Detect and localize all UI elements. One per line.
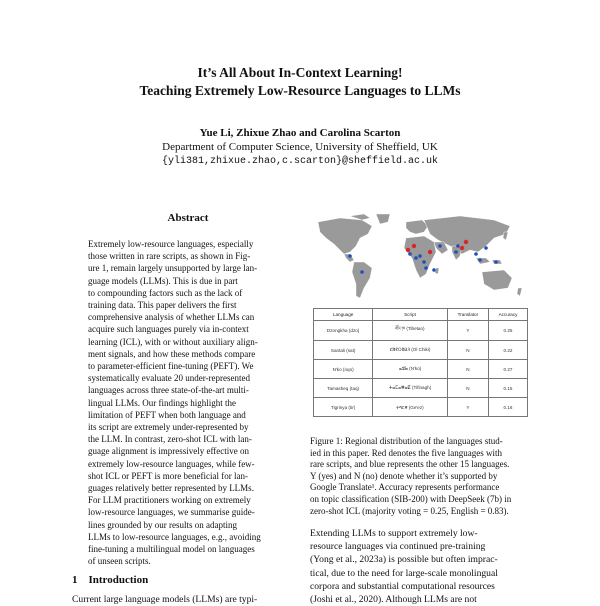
region-marker (418, 254, 422, 258)
region-marker (432, 268, 436, 272)
author-list: Yue Li, Zhixue Zhao and Carolina Scarton (199, 127, 401, 139)
region-marker (454, 250, 458, 254)
abstract-line: low-resource languages, we summarise guide- (88, 507, 255, 518)
caption-line: Y (yes) and N (no) denote whether it’s supported by (310, 470, 498, 481)
body-line: (Joshi et al., 2020). Although LLMs are not (310, 594, 477, 606)
cell-translator: N (447, 379, 488, 398)
affiliation: Department of Computer Science, University of Sheffield, UK (162, 141, 438, 153)
region-marker-ol-chiki (460, 246, 464, 250)
cell-accuracy: 0.25 (489, 321, 528, 341)
region-marker (360, 270, 364, 274)
region-marker-tibetan (464, 240, 468, 244)
body-line: tical, due to the need for large-scale monolingual (310, 567, 498, 579)
table-row (314, 398, 528, 417)
cell-language: Tamasheq (taq) (314, 379, 373, 398)
cell-translator: Y (447, 321, 488, 341)
table-row (314, 321, 528, 341)
world-map-figure (310, 212, 532, 304)
region-marker-nko (406, 248, 410, 252)
region-marker-tifinagh (412, 244, 416, 248)
abstract-line: ure 1, remain largely unsupported by large lan- (88, 263, 258, 274)
body-line: Extending LLMs to support extremely low- (310, 528, 478, 539)
abstract-line: Extremely low-resource languages, especially (88, 239, 254, 249)
cell-script: ትግርኛ (Ge'ez) (373, 398, 447, 417)
caption-line: zero-shot ICL (majority voting = 0.25, English = 0.83). (310, 505, 509, 516)
region-marker (474, 252, 478, 256)
caption-line: Figure 1: Regional distribution of the languages stud- (310, 436, 503, 446)
abstract-line: training data. This paper delivers the first (88, 300, 237, 311)
intro-body-right (310, 527, 528, 606)
abstract-line: LLMs to low-resource languages, e.g., avoiding (88, 531, 261, 542)
abstract-body (88, 238, 288, 567)
cell-translator: N (447, 341, 488, 360)
region-marker (414, 256, 418, 260)
figure-caption (310, 436, 528, 517)
table-header-row (314, 309, 528, 321)
table-header-translator: Translator (447, 309, 488, 321)
caption-line: Google Translate¹. Accuracy represents performance (310, 482, 500, 493)
author-emails: {yli381,zhixue.zhao,c.scarton}@sheffield.ac.uk (161, 156, 439, 167)
cell-accuracy: 0.22 (489, 341, 528, 360)
region-marker (484, 246, 488, 250)
cell-script: ᱥᱟᱱᱛᱟᱲᱤ (Ol Chiki) (373, 341, 447, 360)
section-number: 1 (72, 574, 78, 586)
paper-title (0, 64, 600, 100)
region-marker (456, 244, 460, 248)
region-marker (478, 258, 482, 262)
abstract-line: learning (ICL), with or without auxiliary align- (88, 336, 258, 347)
abstract-line: lingual LLMs. Our findings highlight the (88, 397, 236, 408)
cell-script: ཛོང་ཁ (Tibetan) (373, 321, 447, 341)
intro-first-line: Current large language models (LLMs) are typi- (72, 594, 258, 605)
abstract-line: limitation of PEFT when both language and (88, 409, 246, 420)
abstract-line: systematically evaluate 20 under-represented (88, 373, 250, 384)
section-heading-introduction (72, 574, 148, 586)
cell-script: ⵜⴰⵎⴰⵌⴰⵇ (Tifinagh) (373, 379, 447, 398)
cell-language: Tigrinya (tir) (314, 398, 373, 417)
cell-accuracy: 0.27 (489, 360, 528, 379)
abstract-line: acquire such languages purely via in-context (88, 324, 249, 335)
cell-language: Santali (sat) (314, 341, 373, 360)
region-marker (494, 260, 498, 264)
region-marker (422, 260, 426, 264)
body-line: corpora and substantial computational resources (310, 580, 495, 592)
region-marker-geez (428, 250, 432, 254)
table-header-accuracy: Accuracy (489, 309, 528, 321)
cell-script: ߒߞߏ (N'ko) (373, 360, 447, 379)
abstract-line: to parameter-efficient fine-tuning (PEFT). We (88, 361, 254, 372)
body-line: (Yong et al., 2023a) is possible but often imprac- (310, 554, 498, 566)
region-marker (408, 252, 412, 256)
abstract-line: of unseen scripts. (88, 556, 151, 567)
abstract-line: those written in rare scripts, as shown in Fig- (88, 251, 251, 262)
caption-line: rare scripts, and blue represents the other 15 languages. (310, 459, 510, 470)
region-marker (424, 266, 428, 270)
table-row (314, 360, 528, 379)
abstract-line: its script are extremely under-represented by (88, 422, 249, 433)
body-line: resource languages via continued pre-training (310, 541, 486, 553)
abstract-line: For LLM practitioners working on extremely (88, 495, 251, 506)
abstract-heading: Abstract (167, 212, 209, 224)
abstract-line: comprehensive analysis of whether LLMs can (88, 312, 255, 323)
abstract-line: ment signals, and how these methods compare (88, 348, 256, 359)
abstract-line: extremely low-resource languages, while few- (88, 458, 255, 469)
section-title: Introduction (88, 574, 149, 586)
title-line-2: Teaching Extremely Low-Resource Languages to LLMs (139, 83, 461, 98)
abstract-line: lines grounded by our results on adapting (88, 519, 237, 530)
cell-accuracy: 0.15 (489, 379, 528, 398)
cell-language: Dzongkha (dzo) (314, 321, 373, 341)
abstract-line: guage alignment is impressively effective on (88, 446, 250, 457)
abstract-line: guage models (LLMs). This is due in part (88, 275, 238, 286)
abstract-line: guages relatively better represented by LLMs. (88, 483, 254, 494)
table-header-script: Script (373, 309, 447, 321)
title-line-1: It’s All About In-Context Learning! (197, 65, 403, 80)
abstract-line: the LLM. In contrast, zero-shot ICL with lan- (88, 434, 252, 445)
cell-translator: Y (447, 398, 488, 417)
cell-language: N'ko (nqo) (314, 360, 373, 379)
caption-line: ied in this paper. Red denotes the five languages with (310, 447, 502, 458)
table-header-language: Language (314, 309, 373, 321)
table-row (314, 379, 528, 398)
language-table (313, 308, 528, 417)
abstract-line: fine-tuning a multilingual model on languages (88, 544, 255, 555)
abstract-line: languages across three state-of-the-art multi- (88, 385, 249, 396)
abstract-line: to compounding factors such as the lack of (88, 287, 243, 298)
table-row (314, 341, 528, 360)
caption-line: on topic classification (SIB-200) with DeepSeek (7b) in (310, 493, 512, 504)
abstract-line: shot ICL or PEFT is more beneficial for lan- (88, 470, 248, 481)
region-marker (348, 254, 352, 258)
cell-accuracy: 0.16 (489, 398, 528, 417)
cell-translator: N (447, 360, 488, 379)
region-marker (438, 244, 442, 248)
